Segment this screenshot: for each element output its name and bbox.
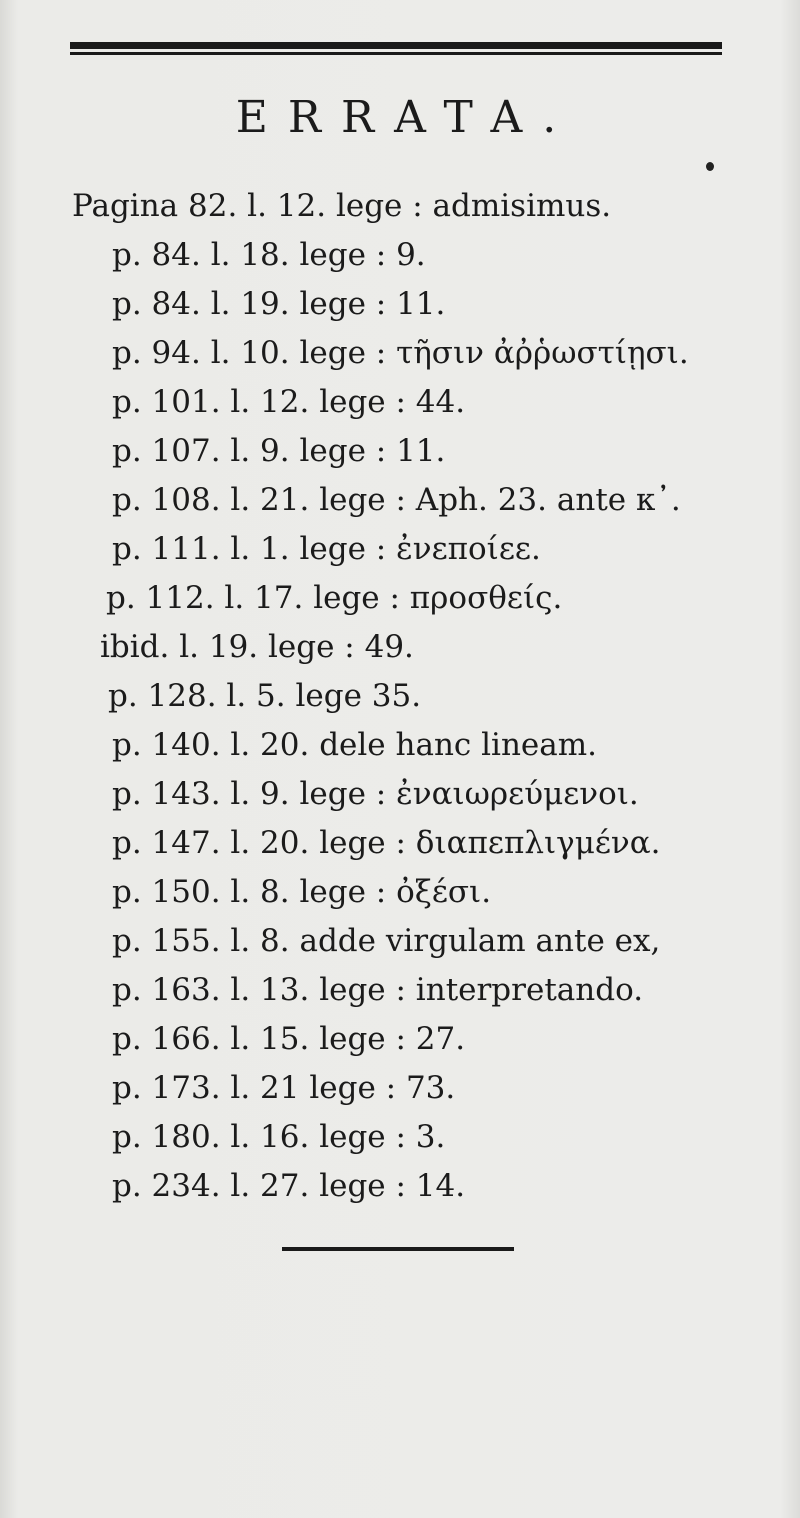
errata-entry: p. 173. l. 21 lege : 73. [112,1070,456,1106]
errata-entry: p. 140. l. 20. dele hanc lineam. [112,727,598,763]
bottom-rule [282,1246,514,1252]
errata-entry: p. 101. l. 12. lege : 44. [112,384,466,420]
top-double-rule [70,42,722,56]
errata-entry: p. 111. l. 1. lege : ἐνεποίεε. [112,531,541,567]
errata-entry: p. 180. l. 16. lege : 3. [112,1119,446,1155]
top-rule-thin-line [70,52,722,55]
errata-entry: p. 147. l. 20. lege : διαπεπλιγμένα. [112,825,661,861]
page-title: ERRATA. [235,92,577,143]
errata-entry: p. 128. l. 5. lege 35. [108,678,422,714]
ink-speck [706,162,714,171]
errata-entry: Pagina 82. l. 12. lege : admisimus. [72,188,612,224]
errata-entry: p. 163. l. 13. lege : interpretando. [112,972,644,1008]
bottom-rule-line [282,1247,514,1251]
errata-entry: p. 150. l. 8. lege : ὀξέσι. [112,874,492,910]
errata-entry: p. 234. l. 27. lege : 14. [112,1168,466,1204]
errata-entry: p. 84. l. 18. lege : 9. [112,237,426,273]
errata-entry: p. 112. l. 17. lege : προσθείς. [106,580,563,616]
errata-entry: ibid. l. 19. lege : 49. [100,629,414,665]
top-rule-thick-line [70,42,722,49]
errata-entry: p. 143. l. 9. lege : ἐναιωρεύμενοι. [112,776,639,812]
errata-entry: p. 84. l. 19. lege : 11. [112,286,446,322]
errata-entry: p. 166. l. 15. lege : 27. [112,1021,466,1057]
errata-list [0,182,800,1211]
errata-entry: p. 155. l. 8. adde virgulam ante ex, [112,923,661,959]
errata-entry: p. 94. l. 10. lege : τῆσιν ἀῤῥωστίῃσι. [112,335,689,371]
errata-entry: p. 108. l. 21. lege : Aph. 23. ante κ᾽. [112,482,681,518]
errata-entry: p. 107. l. 9. lege : 11. [112,433,446,469]
